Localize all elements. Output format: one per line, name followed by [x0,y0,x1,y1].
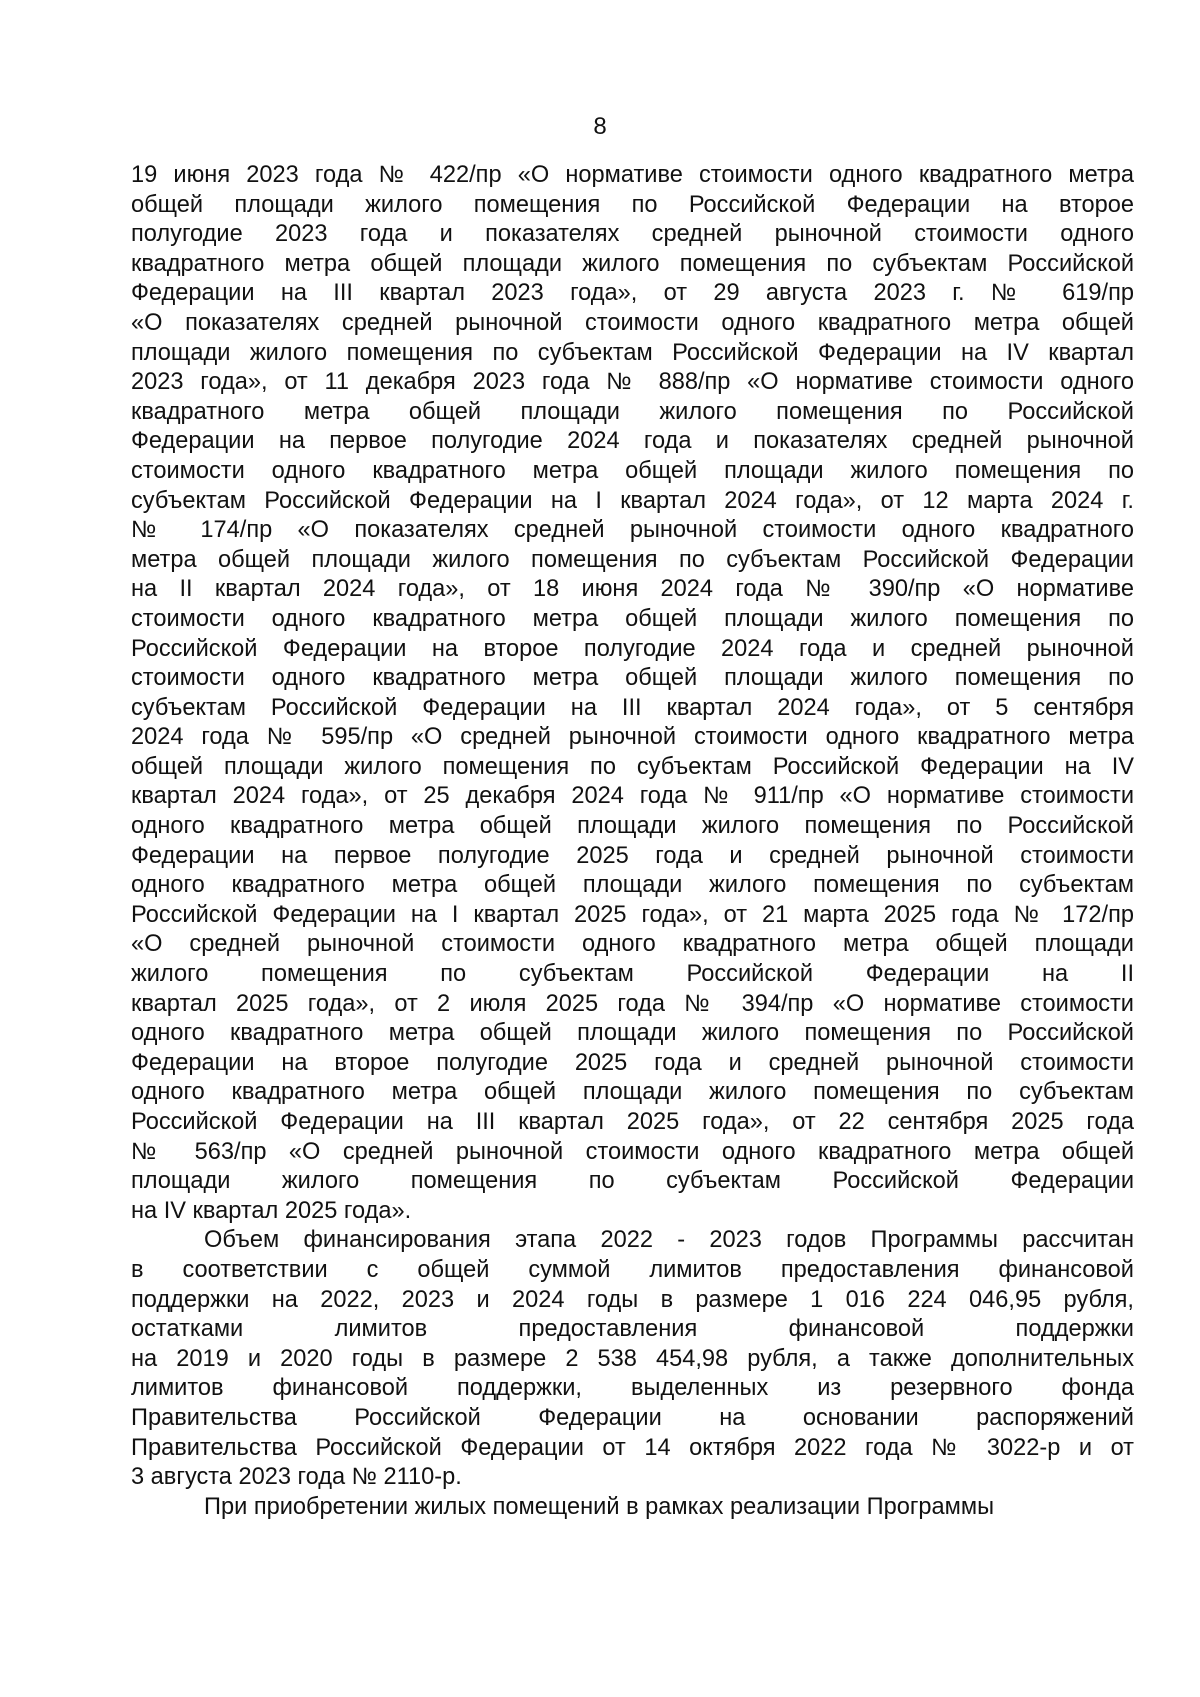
text-line: субъектам Российской Федерации на I квартал 2024 года», от 12 марта 2024 г. [131,487,1134,514]
text-line: общей площади жилого помещения по Российской Федерации на второе [131,191,1134,218]
text-line: одного квадратного метра общей площади жилого помещения по субъектам [131,1079,1134,1106]
text-line: на II квартал 2024 года», от 18 июня 2024 года № 390/пр «О нормативе [131,576,1134,603]
text-line: общей площади жилого помещения по субъектам Российской Федерации на IV [131,753,1134,780]
text-line: в соответствии с общей суммой лимитов предоставления финансовой [131,1256,1134,1283]
text-line: стоимости одного квадратного метра общей площади жилого помещения по [131,457,1134,484]
text-line: полугодие 2023 года и показателях средней рыночной стоимости одного [131,221,1134,248]
text-line: № 174/пр «О показателях средней рыночной стоимости одного квадратного [131,517,1134,544]
text-line: поддержки на 2022, 2023 и 2024 годы в размере 1 016 224 046,95 рубля, [131,1286,1134,1313]
text-line: остатками лимитов предоставления финансовой поддержки [131,1316,1134,1343]
paragraph [131,1493,1134,1523]
body-text [131,161,1134,1522]
text-line: Федерации на первое полугодие 2025 года и средней рыночной стоимости [131,842,1134,869]
paragraph [131,161,1134,1226]
text-line: квартал 2024 года», от 25 декабря 2024 года № 911/пр «О нормативе стоимости [131,783,1134,810]
text-line: Российской Федерации на второе полугодие 2024 года и средней рыночной [131,635,1134,662]
text-line: метра общей площади жилого помещения по субъектам Российской Федерации [131,546,1134,573]
text-line: Правительства Российской Федерации от 14 октября 2022 года № 3022-р и от [131,1434,1134,1461]
text-line: лимитов финансовой поддержки, выделенных из резервного фонда [131,1375,1134,1402]
text-line: стоимости одного квадратного метра общей площади жилого помещения по [131,605,1134,632]
text-line: Федерации на первое полугодие 2024 года и показателях средней рыночной [131,428,1134,455]
page-number: 8 [593,113,607,140]
text-line: площади жилого помещения по субъектам Российской Федерации [131,1168,1134,1195]
text-line: При приобретении жилых помещений в рамках реализации Программы [204,1493,995,1520]
text-line: 2023 года», от 11 декабря 2023 года № 888/пр «О нормативе стоимости одного [131,369,1134,396]
text-line: Федерации на III квартал 2023 года», от 29 августа 2023 г. № 619/пр [131,280,1134,307]
text-line: 2024 года № 595/пр «О средней рыночной стоимости одного квадратного метра [131,724,1134,751]
text-line: квадратного метра общей площади жилого помещения по Российской [131,398,1134,425]
text-line: на 2019 и 2020 годы в размере 2 538 454,98 рубля, а также дополнительных [131,1345,1134,1372]
text-line: Объем финансирования этапа 2022 - 2023 годов Программы рассчитан [204,1227,1134,1254]
text-line: площади жилого помещения по субъектам Российской Федерации на IV квартал [131,339,1134,366]
text-line: субъектам Российской Федерации на III квартал 2024 года», от 5 сентября [131,694,1134,721]
text-line: № 563/пр «О средней рыночной стоимости одного квадратного метра общей [131,1138,1134,1165]
text-line: жилого помещения по субъектам Российской Федерации на II [131,961,1134,988]
text-line: на IV квартал 2025 года». [131,1197,412,1224]
text-line: стоимости одного квадратного метра общей площади жилого помещения по [131,665,1134,692]
text-line: квадратного метра общей площади жилого помещения по субъектам Российской [131,250,1134,277]
text-line: Правительства Российской Федерации на основании распоряжений [131,1404,1134,1431]
text-line: квартал 2025 года», от 2 июля 2025 года № 394/пр «О нормативе стоимости [131,990,1134,1017]
text-line: «О средней рыночной стоимости одного квадратного метра общей площади [131,931,1134,958]
text-line: одного квадратного метра общей площади жилого помещения по Российской [131,813,1134,840]
text-line: одного квадратного метра общей площади жилого помещения по Российской [131,1020,1134,1047]
text-line: Российской Федерации на I квартал 2025 года», от 21 марта 2025 года № 172/пр [131,901,1134,928]
text-line: Федерации на второе полугодие 2025 года и средней рыночной стоимости [131,1049,1134,1076]
text-line: «О показателях средней рыночной стоимости одного квадратного метра общей [131,309,1134,336]
text-line: одного квадратного метра общей площади жилого помещения по субъектам [131,872,1134,899]
text-line: 3 августа 2023 года № 2110-р. [131,1464,462,1491]
text-line: 19 июня 2023 года № 422/пр «О нормативе стоимости одного квадратного метра [131,162,1134,188]
text-line: Российской Федерации на III квартал 2025 года», от 22 сентября 2025 года [131,1109,1134,1135]
paragraph [131,1226,1134,1492]
